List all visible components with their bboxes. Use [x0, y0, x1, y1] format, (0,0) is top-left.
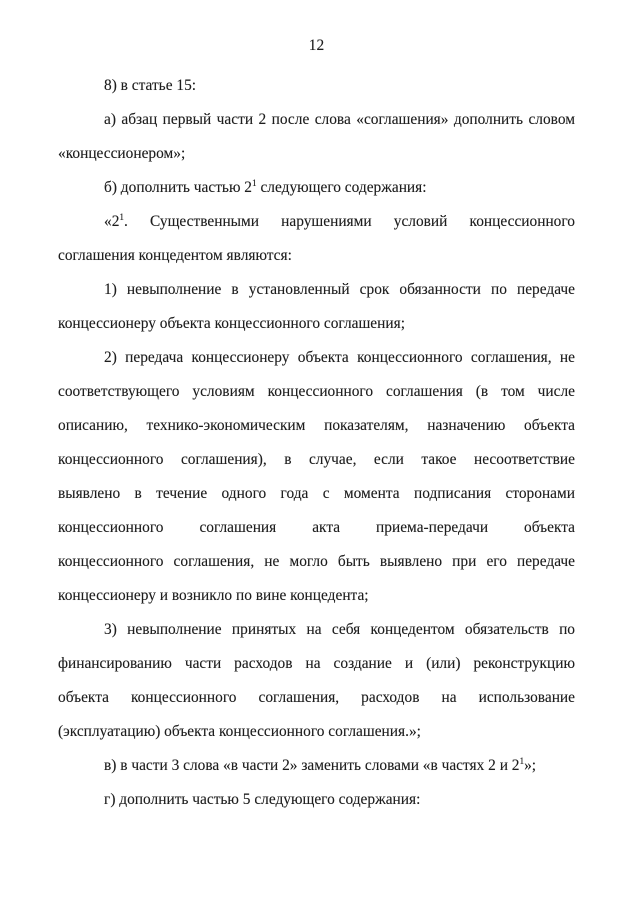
- paragraph: [58, 103, 575, 171]
- text-run: концессионного соглашения акта приема-передачи объекта: [58, 519, 575, 536]
- text-run: соответствующего условиям концессионного соглашения (в том числе: [58, 383, 575, 400]
- text-run: (эксплуатацию) объекта концессионного соглашения.»;: [58, 723, 421, 740]
- text-run: выявлено в течение одного года с момента подписания сторонами: [58, 485, 575, 502]
- paragraph: [58, 69, 575, 103]
- text-line: [58, 375, 575, 409]
- text-run: 3) невыполнение принятых на себя концедентом обязательств по: [104, 621, 575, 638]
- text-line: [58, 545, 575, 579]
- text-run: 2) передача концессионеру объекта концессионного соглашения, не: [104, 349, 575, 366]
- text-line: [58, 341, 575, 375]
- text-line: [58, 239, 575, 273]
- text-run: концессионеру и возникло по вине концедента;: [58, 587, 369, 604]
- text-run: концессионного соглашения, не могло быть выявлено при его передаче: [58, 553, 575, 570]
- text-run: а) абзац первый части 2 после слова «соглашения» дополнить словом: [104, 111, 575, 128]
- text-run: «2: [104, 213, 120, 230]
- text-run: «концессионером»;: [58, 145, 186, 162]
- superscript: 1: [519, 755, 525, 766]
- text-line: [58, 681, 575, 715]
- text-run: . Существенными нарушениями условий концессионного: [124, 213, 575, 230]
- text-run: финансированию части расходов на создание и (или) реконструкцию: [58, 655, 575, 672]
- text-line: [58, 579, 575, 613]
- text-run: следующего содержания:: [256, 179, 427, 196]
- superscript: 1: [119, 211, 125, 222]
- text-run: б) дополнить частью 2: [104, 179, 252, 196]
- text-line: [58, 715, 575, 749]
- paragraph: [58, 613, 575, 749]
- page-number: 12: [308, 37, 325, 54]
- paragraph: [58, 341, 575, 613]
- paragraph: [58, 783, 575, 817]
- paragraph: [58, 273, 575, 341]
- text-line: [58, 749, 575, 783]
- text-run: соглашения концедентом являются:: [58, 247, 292, 264]
- document-text: [58, 69, 575, 817]
- text-line: [58, 171, 575, 205]
- text-line: [58, 443, 575, 477]
- text-line: [58, 273, 575, 307]
- text-run: г) дополнить частью 5 следующего содержания:: [104, 791, 421, 808]
- text-line: [58, 137, 575, 171]
- text-line: [58, 307, 575, 341]
- text-line: [58, 409, 575, 443]
- paragraph: [58, 171, 575, 205]
- text-line: [58, 647, 575, 681]
- text-line: [58, 511, 575, 545]
- text-line: [58, 613, 575, 647]
- text-line: [58, 205, 575, 239]
- text-run: объекта концессионного соглашения, расходов на использование: [58, 689, 575, 706]
- paragraph: [58, 749, 575, 783]
- text-line: [58, 69, 575, 103]
- text-run: описанию, технико-экономическим показателям, назначению объекта: [58, 417, 575, 434]
- text-line: [58, 783, 575, 817]
- text-line: [58, 477, 575, 511]
- text-run: в) в части 3 слова «в части 2» заменить словами «в частях 2 и 2: [104, 757, 520, 774]
- text-run: 8) в статье 15:: [104, 77, 197, 94]
- text-run: концессионного соглашения), в случае, если такое несоответствие: [58, 451, 575, 468]
- superscript: 1: [252, 177, 257, 188]
- text-run: 1) невыполнение в установленный срок обязанности по передаче: [104, 281, 575, 298]
- text-run: концессионеру объекта концессионного соглашения;: [58, 315, 405, 332]
- text-run: »;: [524, 757, 537, 774]
- paragraph: [58, 205, 575, 273]
- text-line: [58, 103, 575, 137]
